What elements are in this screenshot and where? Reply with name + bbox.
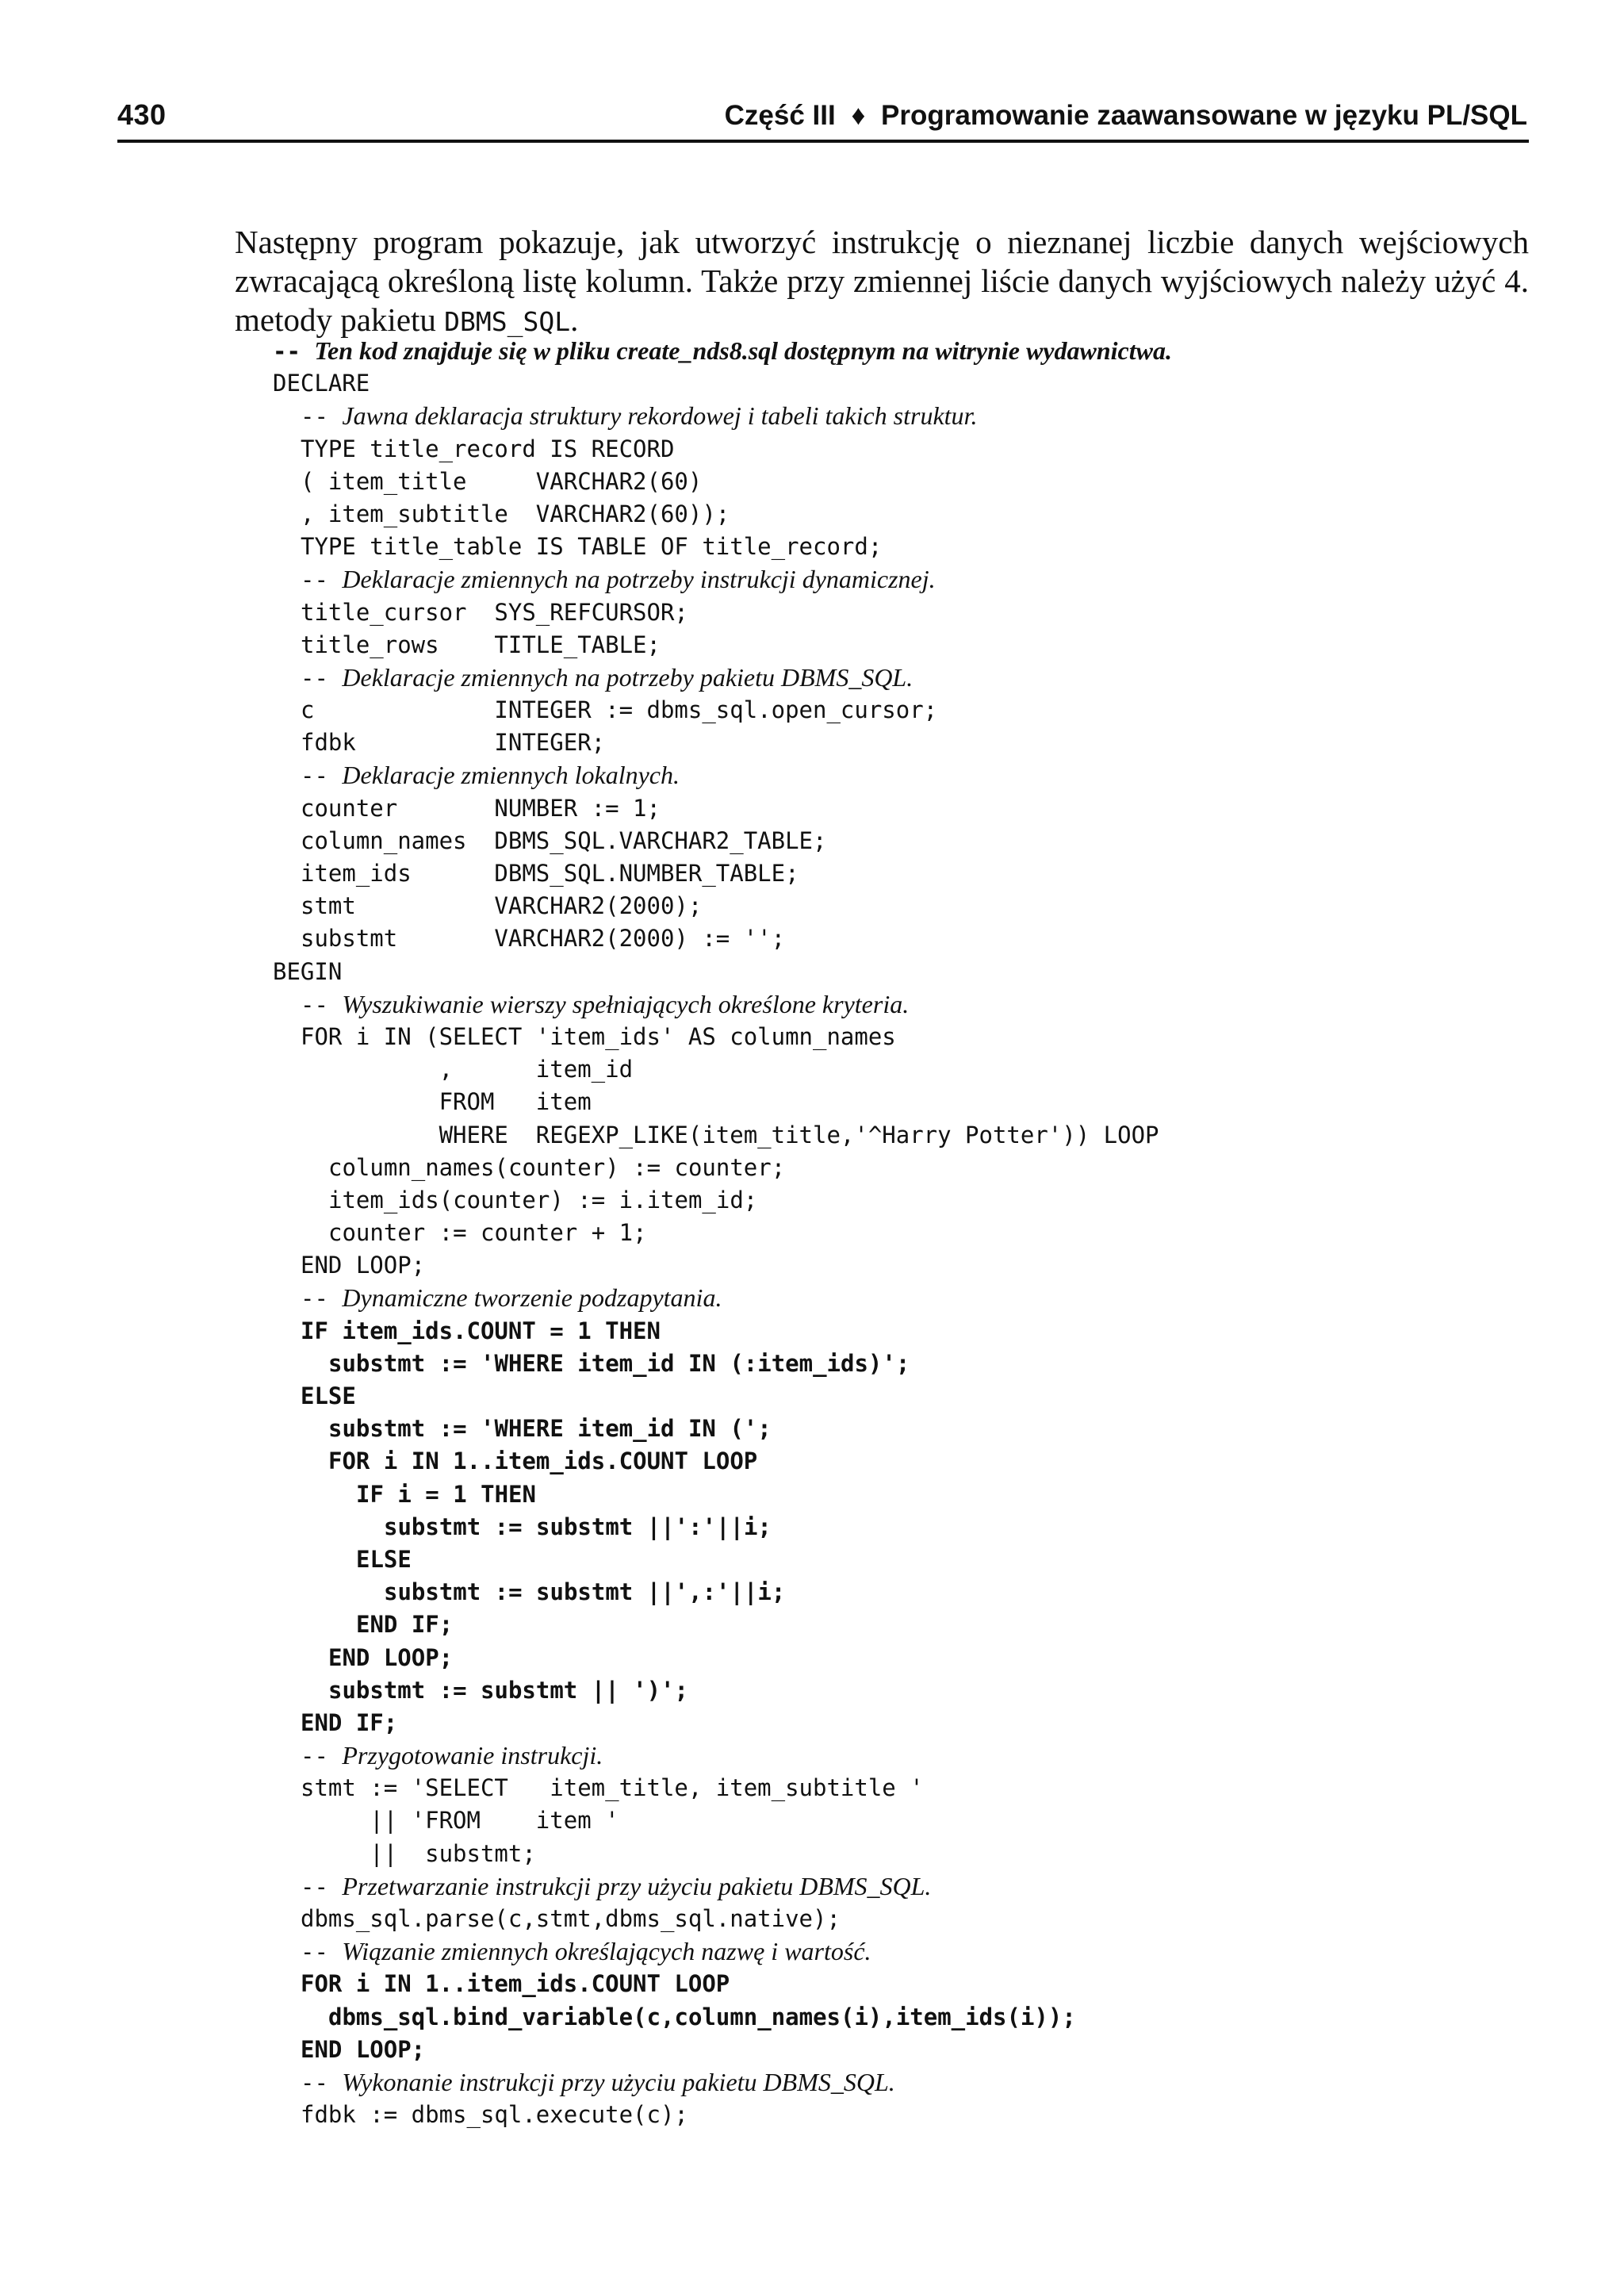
code-text: ( item_title VARCHAR2(60): [301, 467, 703, 495]
code-text: , item_subtitle VARCHAR2(60));: [301, 500, 730, 527]
page-number: 430: [117, 98, 167, 131]
code-text: FOR i IN 1..item_ids.COUNT LOOP: [328, 1448, 758, 1475]
code-line: [273, 1772, 1526, 1804]
code-line: [273, 857, 1526, 890]
code-text: dbms_sql.parse(c,stmt,dbms_sql.native);: [301, 1905, 841, 1932]
comment-marker: --: [301, 2069, 343, 2096]
code-text: Ten kod znajduje się w pliku create_nds8.sql dostępnym na witrynie wydawnictwa.: [314, 336, 1172, 365]
comment-marker: --: [301, 991, 343, 1018]
code-line: [273, 1642, 1526, 1674]
code-text: stmt VARCHAR2(2000);: [301, 892, 703, 920]
code-comment-line: [273, 563, 1526, 596]
code-comment-line: [273, 661, 1526, 694]
code-text: title_cursor SYS_REFCURSOR;: [301, 598, 688, 626]
intro-text: Następny program pokazuje, jak utworzyć instrukcję o nieznanej liczbie danych wejściowych zwracającą określoną listę kolumn. Także przy zmiennej liście danych wyjściowych należy użyć 4. metody pakietu: [235, 224, 1529, 338]
code-line: [273, 466, 1526, 498]
code-line: [273, 1413, 1526, 1445]
code-text: END IF;: [356, 1611, 454, 1639]
code-text: TYPE title_table IS TABLE OF title_record;: [301, 533, 883, 561]
code-text: IF i = 1 THEN: [356, 1480, 536, 1508]
code-text: || substmt;: [301, 1839, 536, 1867]
code-line: [273, 1053, 1526, 1086]
code-line: [273, 629, 1526, 661]
code-text: column_names DBMS_SQL.VARCHAR2_TABLE;: [301, 826, 827, 854]
code-text: Wiązanie zmiennych określających nazwę i wartość.: [342, 1937, 871, 1966]
code-text: c INTEGER := dbms_sql.open_cursor;: [301, 696, 938, 724]
code-text: Deklaracje zmiennych na potrzeby pakietu DBMS_SQL.: [342, 662, 914, 692]
code-line: [273, 1249, 1526, 1282]
code-line: [273, 2099, 1526, 2131]
code-text: counter := counter + 1;: [328, 1219, 647, 1247]
code-text: TYPE title_record IS RECORD: [301, 435, 675, 462]
code-text: END LOOP;: [301, 1252, 426, 1279]
code-text: FOR i IN 1..item_ids.COUNT LOOP: [301, 1970, 730, 1998]
code-text: counter NUMBER := 1;: [301, 794, 661, 822]
code-text: stmt := 'SELECT item_title, item_subtitle ': [301, 1774, 924, 1802]
code-line: [273, 498, 1526, 531]
code-line: [273, 1478, 1526, 1511]
code-text: BEGIN: [273, 957, 343, 985]
part-label: Część III: [724, 100, 836, 131]
code-comment-line: [273, 988, 1526, 1021]
code-line: [273, 2034, 1526, 2066]
code-line: [273, 1804, 1526, 1837]
code-line: [273, 1086, 1526, 1118]
code-text: Wyszukiwanie wierszy spełniających określone kryteria.: [342, 989, 910, 1018]
code-text: END LOOP;: [328, 1643, 454, 1671]
code-line: [273, 367, 1526, 400]
code-comment-line: [273, 2066, 1526, 2099]
code-text: WHERE REGEXP_LIKE(item_title,'^Harry Potter')) LOOP: [301, 1121, 1159, 1148]
code-text: Przygotowanie instrukcji.: [342, 1741, 603, 1770]
code-line: [273, 727, 1526, 759]
code-line: [273, 1838, 1526, 1870]
code-text: DECLARE: [273, 370, 370, 397]
code-listing: [273, 335, 1526, 2131]
code-text: || 'FROM item ': [301, 1807, 619, 1835]
comment-marker: --: [301, 1285, 343, 1313]
comment-marker: --: [301, 566, 343, 594]
code-text: FROM item: [301, 1088, 592, 1116]
code-text: substmt := 'WHERE item_id IN (';: [328, 1415, 772, 1443]
comment-marker: --: [301, 1873, 343, 1900]
intro-paragraph: [235, 223, 1529, 341]
code-text: Deklaracje zmiennych lokalnych.: [342, 761, 680, 790]
code-text: substmt := substmt ||':'||i;: [384, 1513, 772, 1540]
code-line: [273, 1445, 1526, 1478]
comment-marker: --: [301, 762, 343, 790]
code-line: [273, 1707, 1526, 1739]
code-line: [273, 1968, 1526, 2000]
code-line: [273, 1217, 1526, 1249]
code-text: substmt VARCHAR2(2000) := '';: [301, 925, 786, 953]
code-line: [273, 825, 1526, 857]
code-text: substmt := substmt ||',:'||i;: [384, 1578, 786, 1606]
code-text: substmt := substmt || ')';: [328, 1676, 688, 1704]
code-line: [273, 1511, 1526, 1543]
code-text: ELSE: [301, 1382, 356, 1409]
code-comment-line: [273, 335, 1526, 367]
code-text: Wykonanie instrukcji przy użyciu pakietu DBMS_SQL.: [342, 2067, 895, 2096]
code-text: column_names(counter) := counter;: [328, 1153, 786, 1181]
code-comment-line: [273, 1282, 1526, 1314]
code-line: [273, 956, 1526, 988]
code-text: , item_id: [301, 1056, 634, 1083]
code-comment-line: [273, 759, 1526, 792]
code-line: [273, 1903, 1526, 1935]
code-line: [273, 792, 1526, 825]
code-line: [273, 1609, 1526, 1641]
code-line: [273, 1380, 1526, 1413]
diamond-separator-icon: ♦: [851, 100, 866, 131]
running-head: [725, 100, 1527, 132]
code-line: [273, 694, 1526, 727]
code-line: [273, 2001, 1526, 2034]
code-line: [273, 1184, 1526, 1217]
code-comment-line: [273, 1935, 1526, 1968]
code-line: [273, 596, 1526, 629]
code-line: [273, 922, 1526, 955]
code-text: substmt := 'WHERE item_id IN (:item_ids)';: [328, 1349, 910, 1377]
code-line: [273, 890, 1526, 922]
code-text: Dynamiczne tworzenie podzapytania.: [342, 1283, 722, 1313]
code-text: Deklaracje zmiennych na potrzeby instrukcji dynamicznej.: [342, 565, 936, 594]
code-line: [273, 1576, 1526, 1609]
code-text: Jawna deklaracja struktury rekordowej i tabeli takich struktur.: [342, 401, 978, 431]
chapter-title: Programowanie zaawansowane w języku PL/SQL: [881, 100, 1527, 131]
comment-marker: --: [301, 664, 343, 692]
code-text: FOR i IN (SELECT 'item_ids' AS column_names: [301, 1022, 896, 1050]
code-text: item_ids DBMS_SQL.NUMBER_TABLE;: [301, 860, 799, 887]
code-text: title_rows TITLE_TABLE;: [301, 631, 661, 658]
code-line: [273, 1315, 1526, 1348]
code-text: dbms_sql.bind_variable(c,column_names(i),item_ids(i));: [328, 2003, 1076, 2030]
code-text: IF item_ids.COUNT = 1 THEN: [301, 1317, 661, 1344]
code-text: END IF;: [301, 1708, 398, 1736]
comment-marker: --: [273, 338, 315, 365]
code-comment-line: [273, 400, 1526, 432]
code-comment-line: [273, 1739, 1526, 1772]
code-line: [273, 1348, 1526, 1380]
page-header: [117, 94, 1529, 143]
comment-marker: --: [301, 403, 343, 431]
inline-code: DBMS_SQL: [444, 306, 571, 337]
code-text: item_ids(counter) := i.item_id;: [328, 1186, 758, 1214]
code-line: [273, 1543, 1526, 1576]
code-line: [273, 1674, 1526, 1707]
comment-marker: --: [301, 1743, 343, 1770]
intro-text-end: .: [570, 301, 579, 338]
code-text: Przetwarzanie instrukcji przy użyciu pakietu DBMS_SQL.: [342, 1871, 932, 1900]
code-line: [273, 1021, 1526, 1053]
code-line: [273, 531, 1526, 563]
code-text: fdbk INTEGER;: [301, 729, 606, 757]
code-text: END LOOP;: [301, 2035, 426, 2063]
code-text: fdbk := dbms_sql.execute(c);: [301, 2101, 688, 2129]
code-line: [273, 433, 1526, 466]
code-line: [273, 1152, 1526, 1184]
code-line: [273, 1119, 1526, 1152]
code-comment-line: [273, 1870, 1526, 1903]
comment-marker: --: [301, 1938, 343, 1966]
code-text: ELSE: [356, 1545, 412, 1573]
